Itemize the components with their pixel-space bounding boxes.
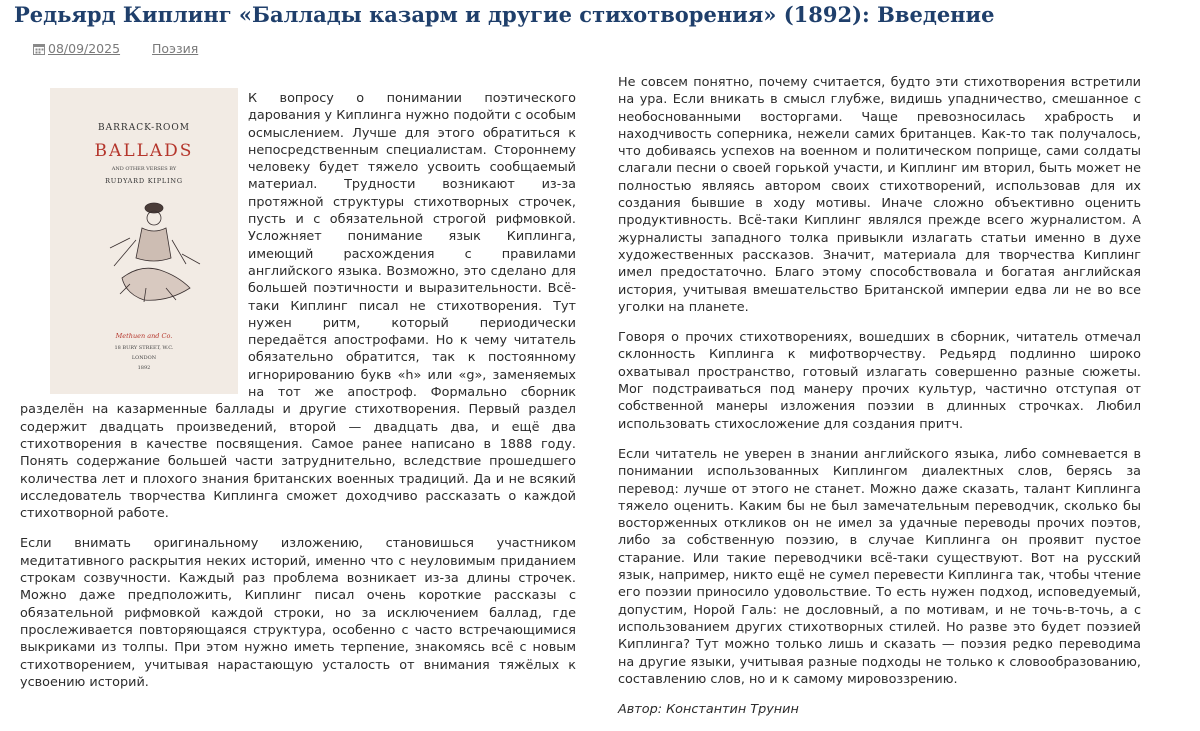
- author-signature: Автор: Константин Трунин: [618, 702, 799, 718]
- post-date-link[interactable]: 08/09/2025: [48, 41, 121, 56]
- cover-author: RUDYARD KIPLING: [105, 177, 183, 185]
- cover-title: BALLADS: [94, 141, 194, 161]
- page-title: Редьярд Киплинг «Баллады казарм и другие стихотворения» (1892): Введение: [14, 2, 995, 27]
- soldier-illustration-icon: [110, 203, 200, 302]
- cover-publisher: Methuen and Co.: [115, 332, 173, 340]
- cover-city: LONDON: [131, 355, 157, 361]
- cover-year: 1892: [137, 365, 151, 371]
- paragraph: Говоря о прочих стихотворениях, вошедших в сборник, читатель отмечал склонность Киплинга к мифотворчеству. Редьярд подлинно широко охватывал пространство, готовый излагать совершенно разные сюжеты. Мог подстраиваться под манеру прочих культур, частично отступая от собственной манеры изложения поэзии в длинных строчках. Любил использовать стихосложение для создания притч.: [618, 330, 1141, 432]
- cover-line1: BARRACK-ROOM: [98, 123, 190, 133]
- paragraph: К вопросу о понимании поэтического дарования у Киплинга нужно подойти с особым осмыслением. Лучше для этого обратиться к непосредственным специалистам. Стороннему человеку будет тяжело усвоить сообщаемый материал. Трудности возникают из-за протяжной структуры стихотворных строчек, пусть и с обязательной строгой рифмовкой. Усложняет понимание язык Киплинга, имеющий расхождения с правилами английского языка. Возможно, это сделано для большей поэтичности и выразительности. Всё-таки Киплинг писал не стихотворения. Тут нужен ритм, который периодически передаётся апострофами. Но к чему читатель обязательно обратится, так к постоянному игнорированию букв «h» или «g», заменяемых на тот же апостроф. Формально сборник разделён на казарменные баллады и другие стихотворения. Первый раздел содержит двадцать произведений, второй — двадцать два, и ещё два стихотворения в качестве посвящения. Самое ранее написано в 1888 году. Понять содержание большей части затруднительно, вследствие прошедшего количества лет и плохого знания британских военных традиций. Да и не всякий исследователь творчества Киплинга сможет доходчиво рассказать о каждой стихотворной работе.: [20, 91, 576, 522]
- category-link[interactable]: Поэзия: [152, 41, 199, 56]
- paragraph: Не совсем понятно, почему считается, будто эти стихотворения встретили на ура. Если вникать в смысл глубже, видишь упадничество, смешанное с необоснованными восторгами. Чаще превозносилась храбрость и находчивость соперника, нежели самих британцев. Как-то так получалось, что добиваясь успехов на военном и политическом поприще, сами солдаты слагали песни о своей горькой участи, и Киплинг им вторил, быть может не полностью являясь автором своих стихотворений, использовав для их создания бывшие в ходу мотивы. Иначе сложно объективно оценить продуктивность. Всё-таки Киплинг являлся прежде всего журналистом. А журналисты западного толка привыкли излагать статьи именно в духе художественных рассказов. Значит, материала для творчества Киплинг имел предостаточно. Благо этому способствовала и богатая английская история, учитывая вмешательство Британской империи едва ли не во все уголки на планете.: [618, 75, 1141, 315]
- paragraph: Если внимать оригинальному изложению, становишься участником медитативного раскрытия неких историй, именно что с неуловимым приданием строкам созвучности. Каждый раз проблема возникает из-за длины строчек. Можно даже предположить, Киплинг писал очень короткие рассказы с обязательной рифмовкой каждой строки, но за исключением баллад, где прослеживается повторяющаяся структура, особенно с часто встречающимися выкриками из толпы. При этом нужно иметь терпение, знакомясь всё с новым стихотворением, учитывая нарастающую усталость от внимания тяжёлых к усвоению историй.: [20, 536, 576, 690]
- cover-address: 18 BURY STREET, W.C.: [114, 345, 174, 351]
- article-left-column: [20, 90, 576, 704]
- post-meta: [33, 41, 198, 59]
- cover-line3: AND OTHER VERSES BY: [111, 166, 177, 172]
- book-cover-image: [50, 88, 238, 394]
- calendar-icon: [33, 43, 45, 59]
- article-right-column: [618, 74, 1141, 731]
- paragraph: Если читатель не уверен в знании английского языка, либо сомневается в понимании использованных Киплингом диалектных слов, берясь за перевод: лучше от этого не станет. Можно даже сказать, талант Киплинга тяжело оценить. Каким бы не был замечательным переводчик, сколько бы восторженных откликов он не имел за удачные переводы прочих поэтов, либо за собственную поэзию, в случае Киплинга он проявит пустое старание. Или такие переводчики всё-таки существуют. Вот на русский язык, например, никто ещё не сумел перевести Киплинга так, чтобы чтение его поэзии приносило удовольствие. То есть нужен подход, исповедуемый, допустим, Норой Галь: не дословный, а по мотивам, и не точь-в-точь, а с использованием других стихотворных стилей. Но разве это будет поэзией Киплинга? Тут можно только лишь и сказать — поэзия редко переводима на другие языки, учитывая разные подходы не только к словообразованию, составлению слов, но и к самому мировоззрению.: [618, 446, 1141, 687]
